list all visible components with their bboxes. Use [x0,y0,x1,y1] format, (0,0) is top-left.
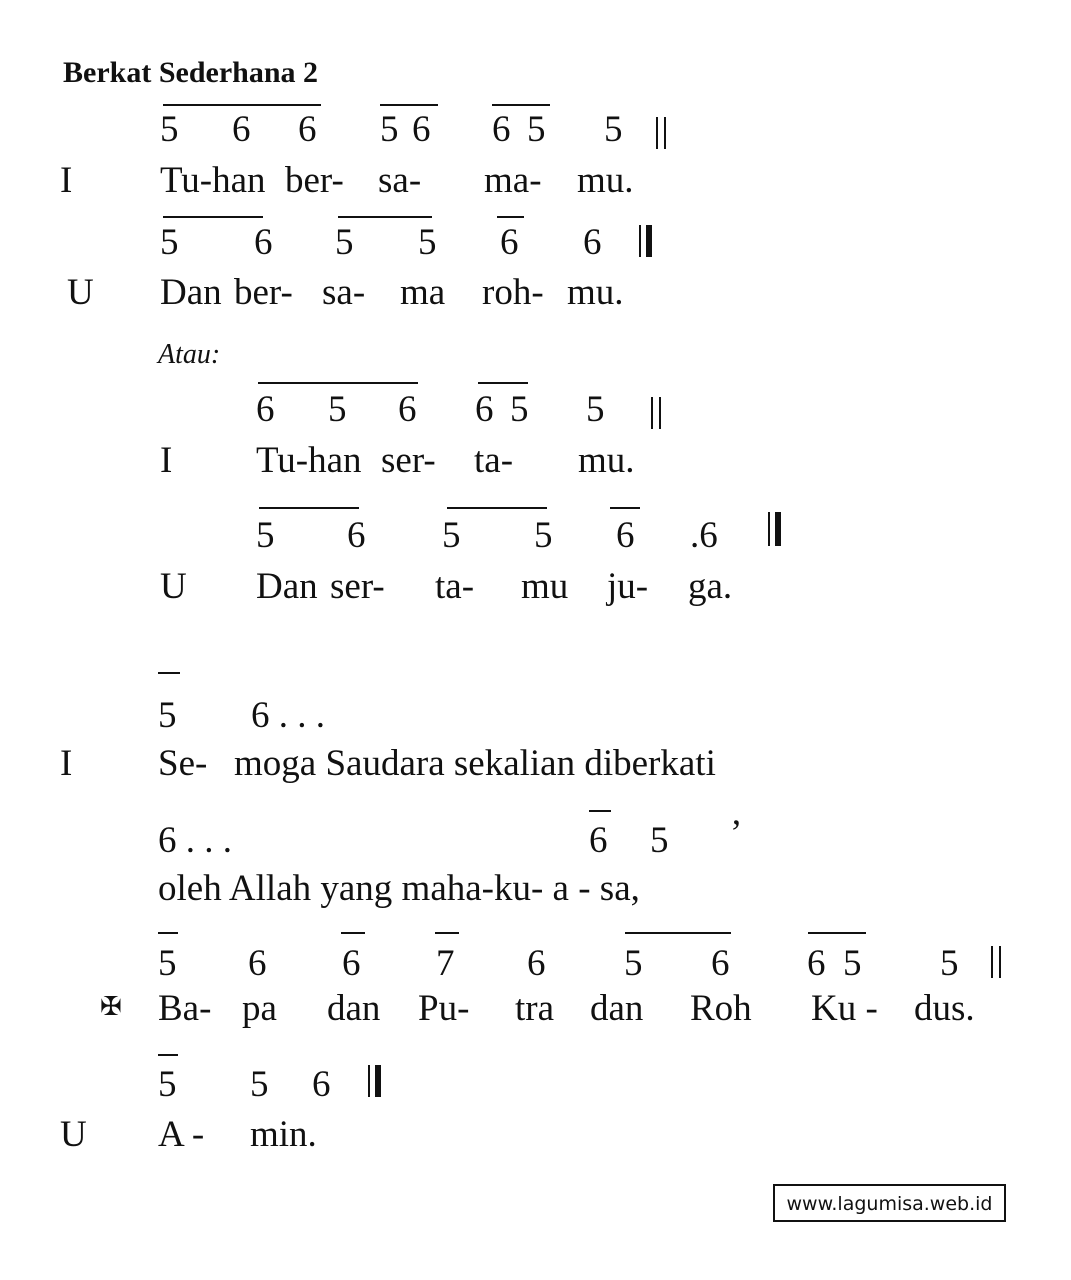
note: 6 [398,389,417,430]
lyric: mu. [567,272,624,313]
lyric: Roh [690,988,752,1029]
note: 6 [312,1064,331,1105]
barline [991,946,993,978]
note: 6 . . . [158,820,232,861]
note: 5 [442,515,461,556]
lyric: ga. [688,566,733,607]
lyric: Ku - [811,988,878,1029]
note: 5 [650,820,669,861]
lyric: Ba- [158,988,212,1029]
lyric: Dan [256,566,318,607]
note: 5 [328,389,347,430]
note: 5 [160,109,179,150]
note: 6 [500,222,519,263]
final-barline [775,512,781,546]
note: 5 [940,943,959,984]
website-label [773,1184,1006,1222]
note: 6 [616,515,635,556]
lyric: dan [327,988,381,1029]
note: 5 [158,1064,177,1105]
note: 5 [418,222,437,263]
lyric: ser- [330,566,385,607]
beam [380,104,438,106]
note: 5 [534,515,553,556]
breath-mark: ’ [730,813,743,854]
lyric: ma [400,272,446,313]
lyric: pa [242,988,277,1029]
lyric: Tu-han [256,440,362,481]
note: 6 [342,943,361,984]
lyric: Tu-han [160,160,266,201]
barline [656,117,658,149]
lyric: ser- [381,440,436,481]
lyric: A - [158,1114,205,1155]
note: 5 [604,109,623,150]
final-barline [375,1065,381,1097]
note: 6 [298,109,317,150]
lyric: mu. [577,160,634,201]
lyric: ber- [285,160,344,201]
beam [163,104,321,106]
page-title: Berkat Sederhana 2 [63,56,318,89]
note: 5 [510,389,529,430]
note: 6 [232,109,251,150]
beam [163,216,263,218]
beam [435,932,459,934]
lyric: mu. [578,440,635,481]
note: 5 [158,695,177,736]
final-barline [646,225,652,257]
lyric: ta- [474,440,514,481]
note: 5 [335,222,354,263]
beam [158,1054,178,1056]
lyric: Dan [160,272,222,313]
note: 5 [160,222,179,263]
lyric: ju- [607,566,649,607]
note: 5 [158,943,177,984]
note: 5 [527,109,546,150]
beam [158,932,178,934]
note: 6 [347,515,366,556]
barline [368,1065,370,1097]
note: 6 [412,109,431,150]
barline [768,512,770,546]
note: 6 [583,222,602,263]
lyric: roh- [482,272,544,313]
lyric: ber- [234,272,293,313]
beam [341,932,365,934]
beam [447,507,547,509]
speaker-label: U [160,566,187,607]
lyric: oleh Allah yang maha-ku- a - sa, [158,868,640,909]
barline [664,117,666,149]
cross-icon: ✠ [100,992,122,1022]
note: 6 . . . [251,695,325,736]
note: 6 [254,222,273,263]
note: 6 [256,389,275,430]
alternative-label: Atau: [158,339,221,370]
note: 5 [624,943,643,984]
beam [258,382,418,384]
lyric: moga Saudara sekalian diberkati [234,743,716,784]
speaker-label: I [160,440,173,481]
lyric: Se- [158,743,208,784]
note: 6 [589,820,608,861]
speaker-label: I [60,743,73,784]
lyric: min. [250,1114,317,1155]
beam [625,932,731,934]
lyric: ta- [435,566,475,607]
barline [659,397,661,429]
note: 6 [492,109,511,150]
note: 6 [807,943,826,984]
beam [492,104,550,106]
lyric: ma- [484,160,542,201]
lyric: mu [521,566,569,607]
note: 6 [475,389,494,430]
lyric: dan [590,988,644,1029]
beam [808,932,866,934]
note: 6 [248,943,267,984]
note: 5 [843,943,862,984]
lyric: tra [515,988,555,1029]
beam [158,672,180,674]
lyric: dus. [914,988,975,1029]
barline [639,225,641,257]
note: 5 [256,515,275,556]
beam [610,507,640,509]
beam [497,216,524,218]
note: 5 [586,389,605,430]
website-text: www.lagumisa.web.id [786,1193,993,1215]
beam [259,507,359,509]
speaker-label: U [60,1114,87,1155]
note: .6 [690,515,718,556]
beam [478,382,528,384]
lyric: sa- [322,272,366,313]
note: 6 [711,943,730,984]
barline [999,946,1001,978]
lyric: sa- [378,160,422,201]
speaker-label: U [67,272,94,313]
note: 5 [250,1064,269,1105]
note: 7 [436,943,455,984]
beam [338,216,432,218]
lyric: Pu- [418,988,470,1029]
note: 6 [527,943,546,984]
beam [589,810,611,812]
note: 5 [380,109,399,150]
barline [651,397,653,429]
speaker-label: I [60,160,73,201]
